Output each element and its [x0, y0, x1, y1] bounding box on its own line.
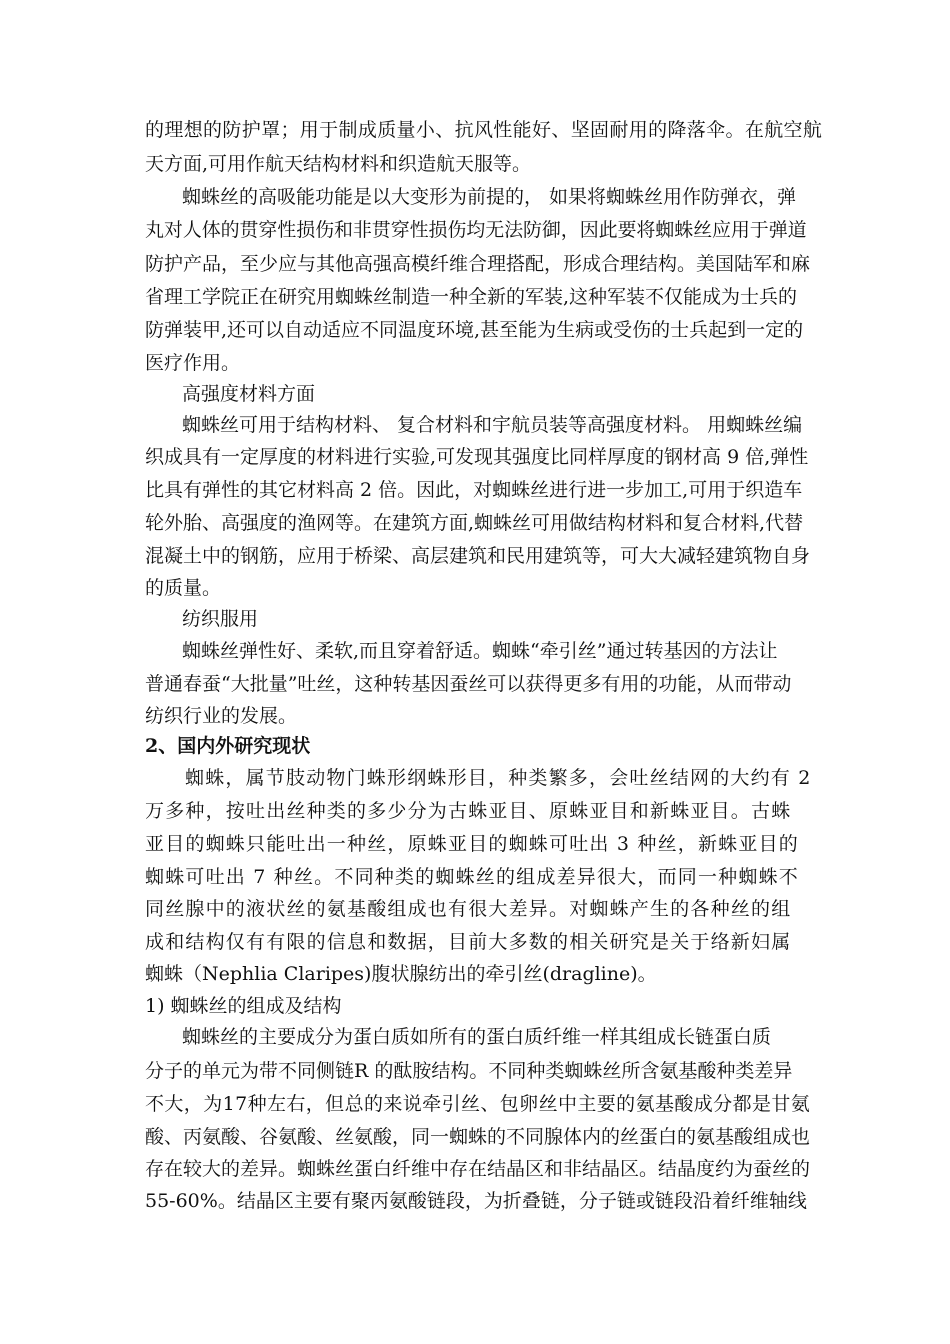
paragraph-line: 织成具有一定厚度的材料进行实验,可发现其强度比同样厚度的钢材高 9 倍,弹性 [145, 446, 809, 468]
paragraph-line: 分子的单元为带不同侧链R 的酞胺结构。不同种类蜘蛛丝所含氨基酸种类差异 [145, 1060, 793, 1082]
paragraph-line: 万多种，按吐出丝种类的多少分为古蛛亚目、原蛛亚目和新蛛亚目。古蛛 [145, 800, 792, 822]
paragraph-line: 普通春蚕“大批量”吐丝，这种转基因蚕丝可以获得更多有用的功能，从而带动 [145, 673, 792, 695]
paragraph-line: 存在较大的差异。蜘蛛丝蛋白纤维中存在结晶区和非结晶区。结晶度约为蚕丝的 [145, 1158, 811, 1180]
paragraph-line: 55-60%。结晶区主要有聚丙氨酸链段，为折叠链，分子链或链段沿着纤维轴线 [145, 1190, 807, 1212]
paragraph-line: 蜘蛛可吐出 7 种丝。不同种类的蜘蛛丝的组成差异很大，而同一种蜘蛛不 [145, 866, 799, 888]
paragraph-line: 天方面,可用作航天结构材料和织造航天服等。 [145, 153, 532, 175]
paragraph-line: 蜘蛛丝可用于结构材料、 复合材料和宇航员装等高强度材料。 用蜘蛛丝编 [182, 414, 803, 436]
paragraph-line: 的理想的防护罩；用于制成质量小、抗风性能好、坚固耐用的降落伞。在航空航 [145, 119, 823, 141]
paragraph-line: 蜘蛛（Nephlia Claripes)腹状腺纺出的牵引丝(dragline)。 [145, 963, 657, 985]
section-heading: 1) 蜘蛛丝的组成及结构 [145, 995, 342, 1017]
paragraph-line: 成和结构仅有有限的信息和数据，目前大多数的相关研究是关于络新妇属 [145, 931, 792, 953]
paragraph-line: 同丝腺中的液状丝的氨基酸组成也有很大差异。对蜘蛛产生的各种丝的组 [145, 898, 792, 920]
paragraph-line: 蜘蛛丝的高吸能功能是以大变形为前提的， 如果将蜘蛛丝用作防弹衣，弹 [182, 186, 797, 208]
section-heading: 纺织服用 [182, 608, 259, 630]
paragraph-line: 蜘蛛丝弹性好、柔软,而且穿着舒适。蜘蛛“牵引丝”通过转基因的方法让 [182, 640, 778, 662]
paragraph-line: 医疗作用。 [145, 352, 241, 374]
paragraph-line: 轮外胎、高强度的渔网等。在建筑方面,蜘蛛丝可用做结构材料和复合材料,代替 [145, 512, 804, 534]
paragraph-line: 蜘蛛，属节肢动物门蛛形纲蛛形目，种类繁多，会吐丝结网的大约有 2 [185, 767, 812, 789]
paragraph-line: 混凝土中的钢筋，应用于桥梁、高层建筑和民用建筑等，可大大减轻建筑物自身 [145, 545, 811, 567]
paragraph-line: 省理工学院正在研究用蜘蛛丝制造一种全新的军装,这种军装不仅能成为士兵的 [145, 286, 798, 308]
paragraph-line: 丸对人体的贯穿性损伤和非贯穿性损伤均无法防御，因此要将蜘蛛丝应用于弹道 [145, 219, 807, 241]
paragraph-line: 比具有弹性的其它材料高 2 倍。因此，对蜘蛛丝进行进一步加工,可用于织造车 [145, 479, 803, 501]
paragraph-line: 酸、丙氨酸、谷氨酸、丝氨酸，同一蜘蛛的不同腺体内的丝蛋白的氨基酸组成也 [145, 1126, 811, 1148]
paragraph-line: 的质量。 [145, 577, 222, 599]
paragraph-line: 防护产品，至少应与其他高强高模纤维合理搭配，形成合理结构。美国陆军和麻 [145, 253, 811, 275]
paragraph-line: 亚目的蜘蛛只能吐出一种丝，原蛛亚目的蜘蛛可吐出 3 种丝，新蛛亚目的 [145, 833, 799, 855]
paragraph-line: 蜘蛛丝的主要成分为蛋白质如所有的蛋白质纤维一样其组成长链蛋白质 [182, 1026, 772, 1048]
section-heading: 2、国内外研究现状 [145, 735, 311, 757]
paragraph-line: 不大，为17种左右，但总的来说牵引丝、包卵丝中主要的氨基酸成分都是甘氨 [145, 1093, 811, 1115]
paragraph-line: 纺织行业的发展。 [145, 705, 298, 727]
paragraph-line: 防弹装甲,还可以自动适应不同温度环境,甚至能为生病或受伤的士兵起到一定的 [145, 319, 804, 341]
section-heading: 高强度材料方面 [182, 383, 316, 405]
